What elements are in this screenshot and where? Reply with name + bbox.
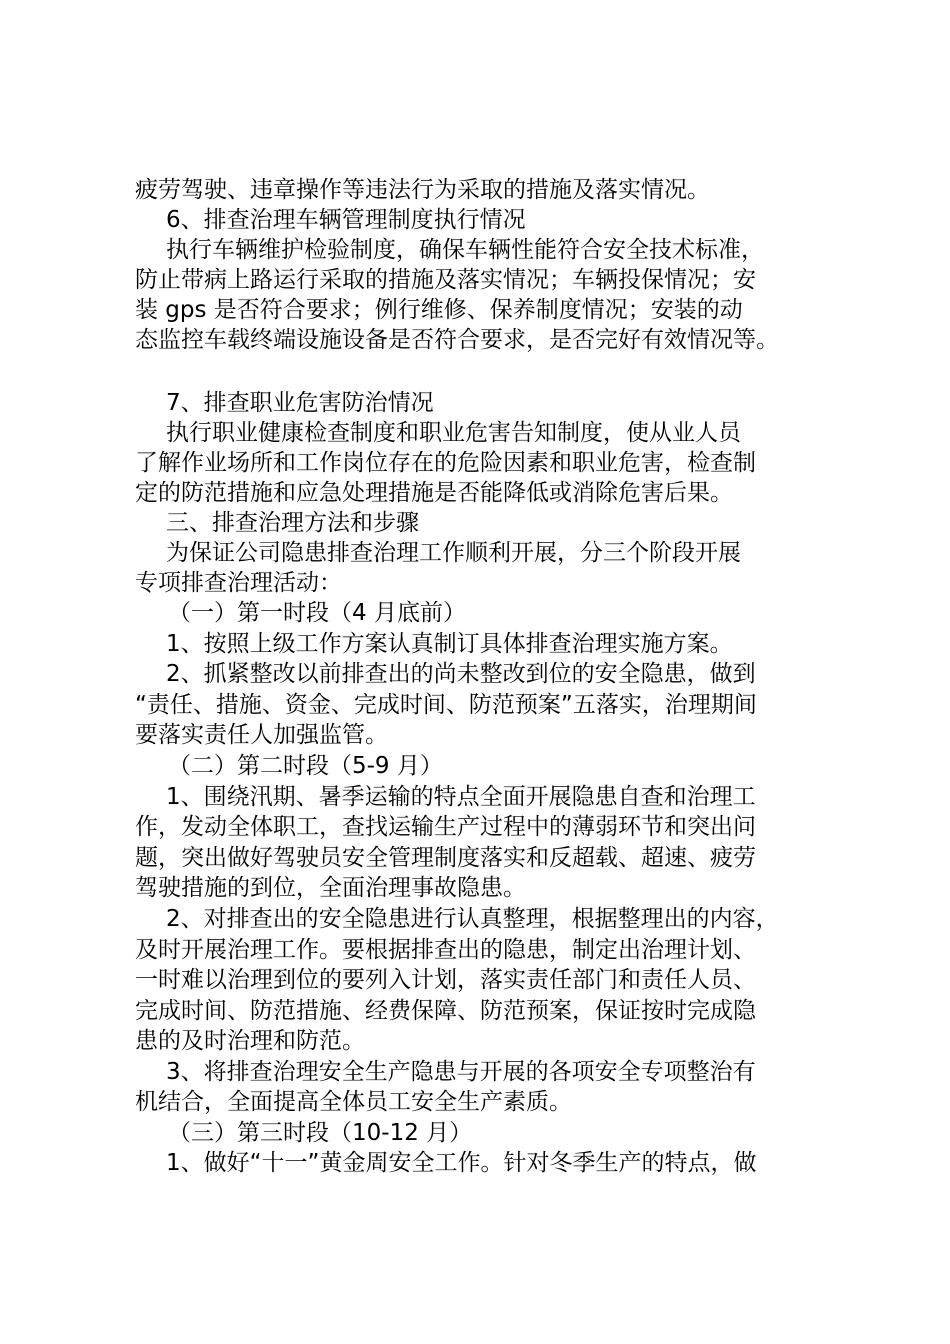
text-line: 要落实责任人加强监管。	[135, 722, 388, 748]
subsection-heading: （二）第二时段（5-9 月）	[168, 753, 443, 779]
text-line: “责任、措施、资金、完成时间、防范预案”五落实，治理期间	[135, 692, 757, 718]
text-line: 防止带病上路运行采取的措施及落实情况；车辆投保情况；安	[135, 267, 756, 293]
text-line: 2、对排查出的安全隐患进行认真整理，根据整理出的内容，	[166, 906, 779, 932]
text-line: 了解作业场所和工作岗位存在的危险因素和职业危害，检查制	[135, 450, 756, 476]
text-line: 执行车辆维护检验制度，确保车辆性能符合安全技术标准，	[166, 237, 764, 263]
text-line: 装 gps 是否符合要求；例行维修、保养制度情况；安装的动	[135, 297, 743, 323]
text-line: 疲劳驾驶、违章操作等违法行为采取的措施及落实情况。	[135, 177, 710, 203]
section-heading: 7、排查职业危害防治情况	[166, 390, 434, 416]
text-line: 3、将排查治理安全生产隐患与开展的各项安全专项整治有	[166, 1059, 756, 1085]
section-heading: 三、排查治理方法和步骤	[166, 510, 419, 536]
text-line: 1、围绕汛期、暑季运输的特点全面开展隐患自查和治理工	[166, 784, 756, 810]
text-line: 定的防范措施和应急处理措施是否能降低或消除危害后果。	[135, 480, 733, 506]
text-line: 2、抓紧整改以前排查出的尚未整改到位的安全隐患，做到	[166, 661, 756, 687]
text-line: 驾驶措施的到位，全面治理事故隐患。	[135, 875, 526, 901]
text-line: 为保证公司隐患排查治理工作顺利开展，分三个阶段开展	[166, 540, 741, 566]
text-line: 1、按照上级工作方案认真制订具体排查治理实施方案。	[166, 631, 733, 657]
text-line: 专项排查治理活动：	[135, 570, 342, 596]
subsection-heading: （一）第一时段（4 月底前）	[168, 600, 466, 626]
text-line: 作，发动全体职工，查找运输生产过程中的薄弱环节和突出问	[135, 814, 756, 840]
text-line: 1、做好“十一”黄金周安全工作。针对冬季生产的特点，做	[166, 1150, 757, 1176]
text-line: 患的及时治理和防范。	[135, 1028, 365, 1054]
text-line: 及时开展治理工作。要根据排查出的隐患，制定出治理计划、	[135, 937, 756, 963]
text-line: 题，突出做好驾驶员安全管理制度落实和反超载、超速、疲劳	[135, 845, 756, 871]
text-line: 态监控车载终端设施设备是否符合要求，是否完好有效情况等。	[135, 327, 779, 353]
text-line: 完成时间、防范措施、经费保障、防范预案，保证按时完成隐	[135, 998, 756, 1024]
subsection-heading: （三）第三时段（10-12 月）	[168, 1120, 473, 1146]
text-line: 机结合，全面提高全体员工安全生产素质。	[135, 1089, 572, 1115]
section-heading: 6、排查治理车辆管理制度执行情况	[166, 207, 526, 233]
text-line: 执行职业健康检查制度和职业危害告知制度，使从业人员	[166, 420, 741, 446]
text-line: 一时难以治理到位的要列入计划，落实责任部门和责任人员、	[135, 967, 756, 993]
